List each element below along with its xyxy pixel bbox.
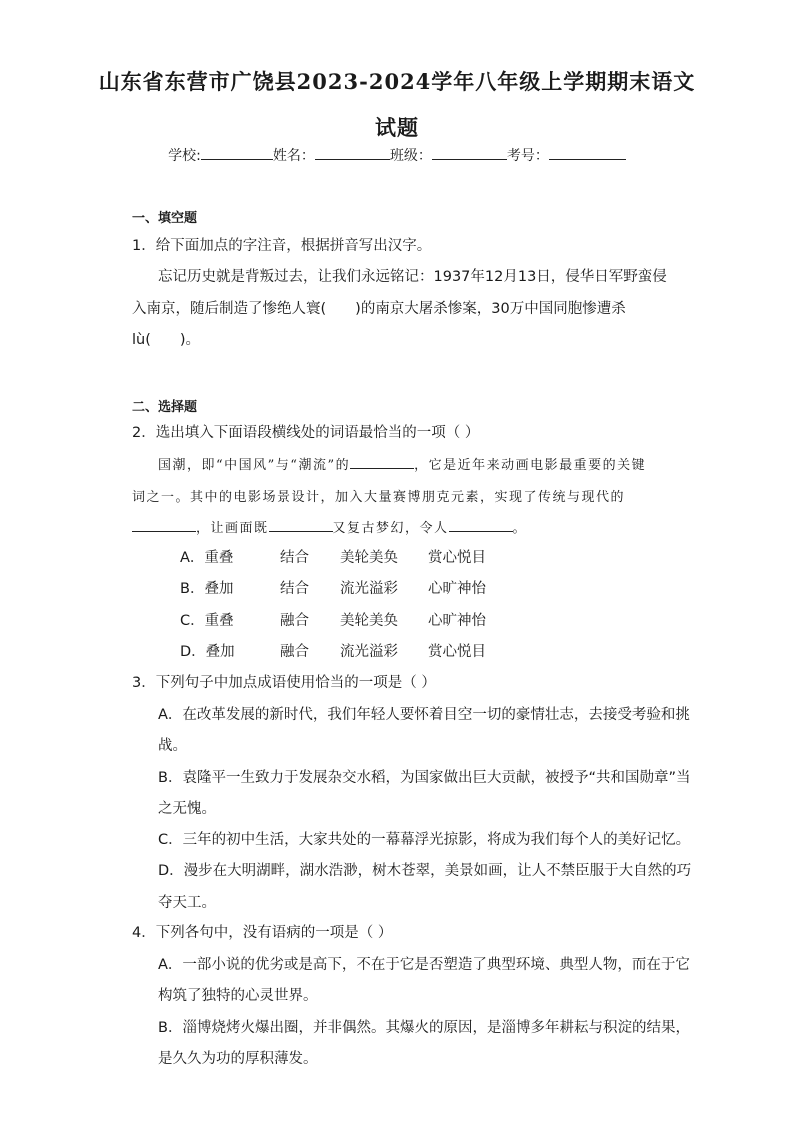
option-word-3: 心旷神怡 — [428, 581, 486, 597]
name-label: 姓名： — [272, 148, 315, 164]
option-word-2: 美轮美奂 — [340, 613, 398, 629]
section-heading-fill-blank: 一、填空题 — [132, 211, 198, 226]
q3-option-d-line1[interactable]: D．漫步在大明湖畔，湖水浩渺，树木苍翠，美景如画，让人不禁臣服于大自然的巧 — [158, 863, 692, 879]
q2-passage-text: 又复古梦幻，令人 — [332, 521, 449, 536]
q2-passage-text: 国潮，即“中国风”与“潮流”的 — [158, 458, 351, 473]
option-label: B．叠加 — [180, 581, 234, 597]
q2-passage-text: 。 — [512, 521, 528, 536]
q2-stem: 2．选出填入下面语段横线处的词语最恰当的一项（ ） — [132, 425, 480, 441]
class-label: 班级： — [389, 148, 432, 164]
option-word-1: 融合 — [280, 644, 309, 660]
option-word-2: 美轮美奂 — [340, 550, 398, 566]
q3-option-a-line2: 战。 — [158, 738, 187, 754]
q4-option-a-line1[interactable]: A．一部小说的优劣或是高下，不在于它是否塑造了典型环境、典型人物，而在于它 — [158, 957, 690, 973]
name-blank[interactable] — [315, 145, 390, 160]
q3-option-d-line2: 夺天工。 — [158, 895, 216, 911]
q1-passage-line2: 入南京，随后制造了惨绝人寰( )的南京大屠杀惨案，30万中国同胞惨遭杀 — [132, 301, 626, 317]
option-word-1: 融合 — [280, 613, 309, 629]
class-blank[interactable] — [432, 145, 507, 160]
q2-passage-text: ，让画面既 — [196, 521, 269, 536]
option-label: D．叠加 — [180, 644, 235, 660]
option-word-1: 结合 — [280, 550, 309, 566]
q3-option-b-line2: 之无愧。 — [158, 801, 216, 817]
option-word-2: 流光溢彩 — [340, 644, 398, 660]
q2-passage-text: ，它是近年来动画电影最重要的关键 — [414, 458, 647, 473]
q2-blank-4 — [449, 518, 513, 532]
student-info-row — [0, 145, 794, 165]
q3-option-a-line1[interactable]: A．在改革发展的新时代，我们年轻人要怀着目空一切的豪情壮志，去接受考验和挑 — [158, 707, 690, 723]
section-heading-choice: 二、选择题 — [132, 400, 198, 415]
exam-title-line2: 试题 — [375, 115, 419, 140]
q2-passage-line2: 词之一。其中的电影场景设计，加入大量赛博朋克元素，实现了传统与现代的 — [132, 490, 626, 505]
q4-option-b-line2: 是久久为功的厚积薄发。 — [158, 1051, 318, 1067]
school-blank[interactable] — [201, 145, 273, 160]
q2-passage-line3 — [132, 517, 527, 536]
q2-blank-1 — [350, 455, 414, 469]
q3-option-b-line1[interactable]: B．袁隆平一生致力于发展杂交水稻，为国家做出巨大贡献，被授予“共和国勋章”当 — [158, 770, 691, 786]
q1-stem: 1．给下面加点的字注音，根据拼音写出汉字。 — [132, 238, 432, 254]
option-word-2: 流光溢彩 — [340, 581, 398, 597]
q3-stem: 3．下列句子中加点成语使用恰当的一项是（ ） — [132, 675, 436, 691]
q2-blank-3 — [269, 518, 333, 532]
school-label: 学校: — [168, 148, 201, 164]
option-label: C．重叠 — [180, 613, 234, 629]
option-word-1: 结合 — [280, 581, 309, 597]
q4-option-b-line1[interactable]: B．淄博烧烤火爆出圈，并非偶然。其爆火的原因，是淄博多年耕耘与积淀的结果， — [158, 1020, 690, 1036]
option-word-3: 赏心悦目 — [428, 644, 486, 660]
exam-no-blank[interactable] — [549, 145, 626, 160]
q1-passage-line1: 忘记历史就是背叛过去，让我们永远铭记：1937年12月13日，侵华日军野蛮侵 — [158, 269, 667, 285]
option-word-3: 心旷神怡 — [428, 613, 486, 629]
q4-option-a-line2: 构筑了独特的心灵世界。 — [158, 988, 318, 1004]
exam-title-line1: 山东省东营市广饶县2023-2024学年八年级上学期期末语文 — [98, 69, 696, 94]
q2-passage-line1 — [158, 454, 646, 473]
exam-no-label: 考号： — [506, 148, 549, 164]
q4-stem: 4．下列各句中，没有语病的一项是（ ） — [132, 925, 393, 941]
option-label: A．重叠 — [180, 550, 234, 566]
q3-option-c-line1[interactable]: C．三年的初中生活，大家共处的一幕幕浮光掠影，将成为我们每个人的美好记忆。 — [158, 832, 691, 848]
option-word-3: 赏心悦目 — [428, 550, 486, 566]
q1-passage-line3: lù( )。 — [132, 332, 201, 348]
q2-blank-2 — [132, 518, 196, 532]
